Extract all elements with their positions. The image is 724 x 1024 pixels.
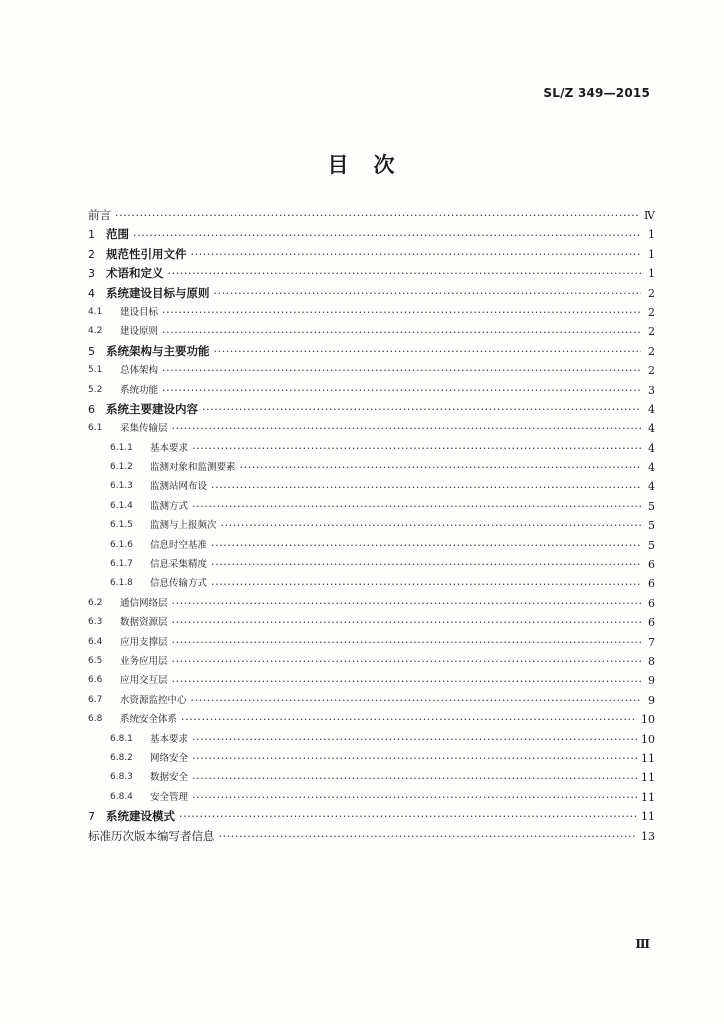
toc-leader-dots (162, 323, 641, 342)
toc-entry-page: 10 (641, 713, 655, 727)
toc-entry-label: 水资源监控中心 (120, 694, 187, 706)
toc-leader-dots (172, 613, 641, 632)
toc-entry-number: 4 (88, 286, 95, 300)
toc-entry-page: 5 (648, 538, 655, 552)
toc-entry-label: 系统建设模式 (106, 809, 175, 824)
toc-entry-number: 6.2 (88, 597, 103, 608)
toc-entry-number: 3 (88, 267, 95, 281)
toc-leader-dots (211, 555, 641, 574)
toc-entry-number: 1 (88, 228, 95, 242)
toc-entry-label: 前言 (88, 208, 111, 222)
toc-leader-dots (191, 691, 641, 710)
toc-entry-label: 业务应用层 (120, 655, 168, 667)
toc-entry-page: 5 (648, 499, 655, 513)
toc-entry-number: 5.1 (88, 365, 103, 376)
toc-entry-number: 4.1 (88, 306, 103, 317)
toc-entry-number: 6.1.5 (110, 520, 133, 531)
toc-entry-number: 6.6 (88, 675, 103, 686)
toc-entry-label: 通信网络层 (120, 597, 168, 609)
toc-leader-dots (172, 419, 641, 438)
toc-entry[interactable] (88, 400, 655, 419)
toc-entry-page: 9 (648, 674, 655, 688)
toc-entry-page: 1 (648, 247, 655, 261)
toc-entry[interactable] (88, 458, 655, 477)
toc-leader-dots (192, 749, 637, 768)
toc-entry-label: 应用支撑层 (120, 636, 168, 648)
toc-leader-dots (192, 769, 637, 788)
toc-entry[interactable] (88, 730, 655, 749)
toc-entry-page: 2 (648, 344, 655, 358)
toc-entry-page: 6 (648, 577, 655, 591)
toc-entry[interactable] (88, 497, 655, 516)
toc-leader-dots (191, 245, 642, 264)
toc-entry[interactable] (88, 206, 655, 225)
toc-entry-page: 1 (648, 228, 655, 242)
toc-entry-number: 6.8 (88, 714, 103, 725)
toc-entry-label: 数据安全 (150, 772, 189, 784)
toc-entry-label: 范围 (106, 227, 129, 242)
toc-entry-label: 建设原则 (120, 326, 159, 338)
toc-entry-page: 7 (648, 635, 655, 649)
toc-entry[interactable] (88, 594, 655, 613)
toc-leader-dots (133, 226, 641, 245)
standard-code: SL/Z 349—2015 (543, 86, 650, 100)
toc-entry[interactable] (88, 245, 655, 264)
toc-entry-page: 1 (648, 267, 655, 281)
toc-entry[interactable] (88, 516, 655, 535)
toc-entry-page: 4 (648, 422, 655, 436)
toc-entry-label: 建设目标 (120, 306, 159, 318)
toc-leader-dots (162, 361, 641, 380)
toc-entry-page: 4 (648, 441, 655, 455)
toc-entry[interactable] (88, 788, 655, 807)
toc-entry[interactable] (88, 749, 655, 768)
toc-leader-dots (214, 284, 642, 303)
toc-entry-number: 6.1.1 (110, 442, 133, 453)
toc-entry-label: 信息传输方式 (150, 578, 208, 590)
toc-entry[interactable] (88, 361, 655, 380)
toc-leader-dots (192, 788, 637, 807)
toc-entry-label: 标准历次版本编写者信息 (88, 828, 215, 843)
toc-entry-number: 5.2 (88, 384, 103, 395)
toc-entry-page: 2 (648, 364, 655, 378)
toc-entry-label: 基本要求 (150, 733, 189, 745)
toc-entry-page: 2 (648, 325, 655, 339)
toc-entry-number: 6.8.3 (110, 772, 133, 783)
toc-entry-page: 4 (648, 480, 655, 494)
toc-leader-dots (192, 439, 641, 458)
toc-entry[interactable] (88, 807, 655, 826)
toc-entry[interactable] (88, 477, 655, 496)
toc-entry-label: 系统架构与主要功能 (106, 343, 210, 358)
toc-entry-label: 系统安全体系 (120, 714, 178, 726)
toc-leader-dots (211, 536, 641, 555)
toc-leader-dots (211, 575, 641, 594)
toc-entry-label: 监测站网布设 (150, 481, 208, 493)
toc-entry-label: 信息采集精度 (150, 559, 208, 571)
toc-entry-page: 2 (648, 305, 655, 319)
toc-entry-label: 监测对象和监测要素 (150, 462, 236, 474)
toc-entry[interactable] (88, 322, 655, 341)
toc-entry-number: 2 (88, 247, 95, 261)
toc-entry-page: 11 (641, 771, 655, 785)
toc-entry-page: 6 (648, 558, 655, 572)
toc-entry-label: 信息时空基准 (150, 539, 208, 551)
toc-entry-label: 总体架构 (120, 365, 159, 377)
toc-entry[interactable] (88, 827, 655, 846)
toc-entry-page: 9 (648, 693, 655, 707)
toc-entry-label: 安全管理 (150, 791, 189, 803)
toc-leader-dots (214, 342, 642, 361)
toc-leader-dots (179, 807, 637, 826)
toc-entry-page: 8 (648, 654, 655, 668)
toc-entry-label: 规范性引用文件 (106, 246, 187, 261)
toc-entry[interactable] (88, 633, 655, 652)
toc-leader-dots (172, 594, 641, 613)
toc-entry-label: 系统建设目标与原则 (106, 285, 210, 300)
toc-entry[interactable] (88, 671, 655, 690)
toc-leader-dots (221, 516, 641, 535)
toc-entry-number: 6.1.3 (110, 481, 133, 492)
toc-leader-dots (192, 497, 641, 516)
toc-entry-number: 6.4 (88, 636, 103, 647)
toc-entry-page: Ⅳ (644, 209, 655, 222)
toc-entry-number: 6.1.2 (110, 462, 133, 473)
toc-entry-label: 网络安全 (150, 752, 189, 764)
toc-entry-label: 应用交互层 (120, 675, 168, 687)
toc-entry-number: 6.3 (88, 617, 103, 628)
toc-entry-page: 11 (641, 751, 655, 765)
toc-leader-dots (172, 672, 641, 691)
toc-entry-label: 术语和定义 (106, 266, 164, 281)
toc-entry-number: 6 (88, 402, 95, 416)
toc-entry-number: 6.1.8 (110, 578, 133, 589)
toc-entry-number: 4.2 (88, 326, 103, 337)
toc-entry[interactable] (88, 225, 655, 244)
toc-leader-dots (240, 458, 641, 477)
toc-entry-page: 5 (648, 519, 655, 533)
toc-entry-page: 6 (648, 596, 655, 610)
toc-entry[interactable] (88, 555, 655, 574)
toc-leader-dots (192, 730, 637, 749)
toc-entry[interactable] (88, 381, 655, 400)
toc-entry-number: 6.1 (88, 423, 103, 434)
toc-entry-page: 4 (648, 402, 655, 416)
toc-leader-dots (162, 303, 641, 322)
toc-entry[interactable] (88, 342, 655, 361)
table-of-contents (88, 206, 655, 846)
page-folio: Ⅲ (635, 937, 650, 951)
toc-entry[interactable] (88, 303, 655, 322)
toc-entry-number: 6.1.6 (110, 539, 133, 550)
toc-entry-number: 5 (88, 344, 95, 358)
toc-entry-number: 6.1.4 (110, 500, 133, 511)
toc-entry-label: 采集传输层 (120, 423, 168, 435)
page-title: 目 次 (327, 153, 397, 177)
toc-entry[interactable] (88, 768, 655, 787)
toc-entry-page: 11 (641, 790, 655, 804)
toc-entry-page: 10 (641, 732, 655, 746)
toc-entry-label: 系统主要建设内容 (106, 401, 198, 416)
toc-entry[interactable] (88, 284, 655, 303)
toc-leader-dots (162, 381, 641, 400)
toc-entry-number: 6.8.2 (110, 752, 133, 763)
toc-entry[interactable] (88, 439, 655, 458)
toc-entry-page: 11 (641, 810, 655, 824)
toc-entry[interactable] (88, 536, 655, 555)
toc-entry-number: 6.5 (88, 655, 103, 666)
toc-leader-dots (202, 400, 641, 419)
toc-entry-number: 6.8.4 (110, 791, 133, 802)
toc-entry-page: 6 (648, 616, 655, 630)
toc-entry-label: 监测与上报频次 (150, 520, 217, 532)
toc-entry-page: 3 (648, 383, 655, 397)
toc-leader-dots (181, 710, 637, 729)
toc-leader-dots (219, 827, 638, 846)
toc-entry-label: 监测方式 (150, 500, 189, 512)
toc-leader-dots (211, 478, 641, 497)
toc-entry[interactable] (88, 264, 655, 283)
toc-entry[interactable] (88, 613, 655, 632)
toc-entry-number: 6.7 (88, 694, 103, 705)
toc-entry[interactable] (88, 691, 655, 710)
toc-entry[interactable] (88, 652, 655, 671)
toc-entry-page: 13 (641, 829, 655, 843)
toc-entry[interactable] (88, 574, 655, 593)
toc-entry-label: 系统功能 (120, 384, 159, 396)
toc-entry[interactable] (88, 419, 655, 438)
toc-leader-dots (172, 652, 641, 671)
toc-entry-page: 2 (648, 286, 655, 300)
toc-entry-number: 6.8.1 (110, 733, 133, 744)
toc-leader-dots (168, 264, 642, 283)
toc-leader-dots (115, 206, 640, 225)
toc-entry-page: 4 (648, 461, 655, 475)
toc-entry-number: 7 (88, 810, 95, 824)
toc-entry[interactable] (88, 710, 655, 729)
toc-entry-number: 6.1.7 (110, 559, 133, 570)
toc-entry-label: 数据资源层 (120, 617, 168, 629)
toc-entry-label: 基本要求 (150, 442, 189, 454)
toc-leader-dots (172, 633, 641, 652)
